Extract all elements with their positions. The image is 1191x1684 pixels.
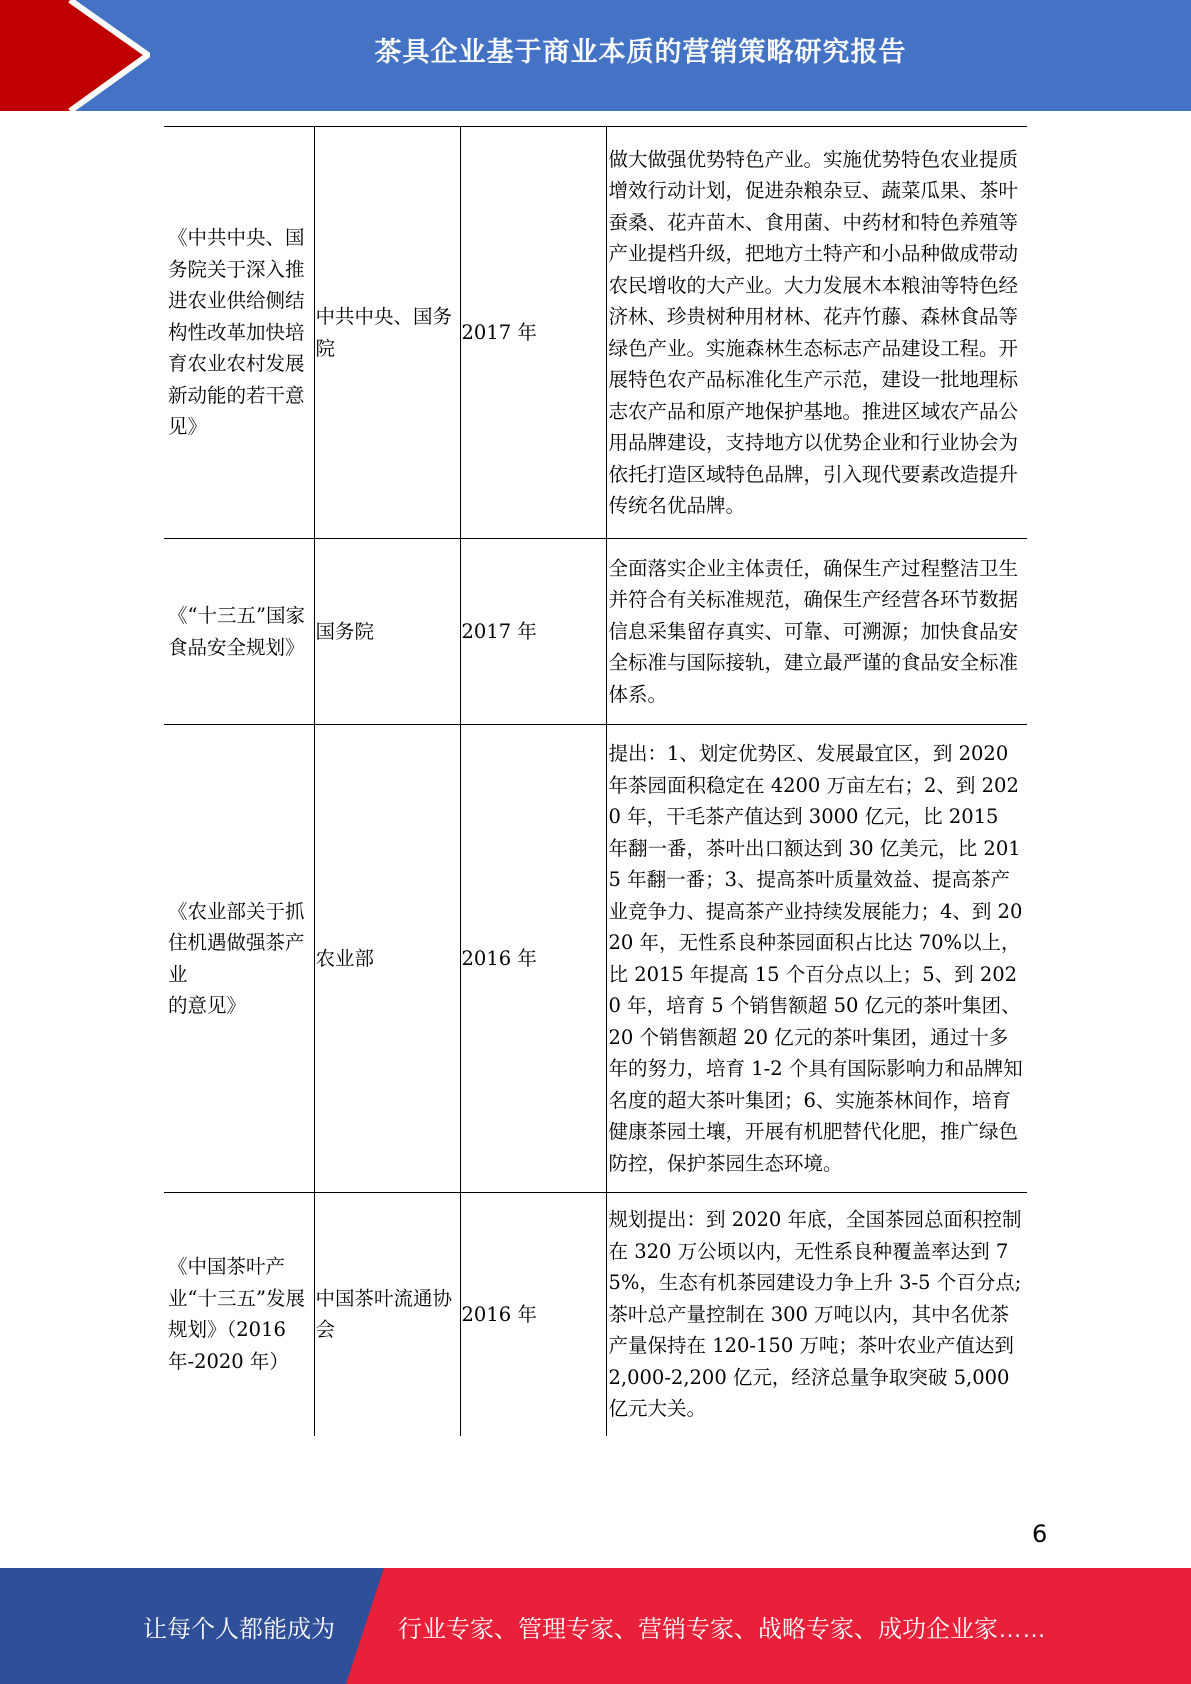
document-cell: 《“十三五”国家食品安全规划》 xyxy=(164,539,314,725)
content-cell: 提出：1、划定优势区、发展最宜区，到 2020 年茶园面积稳定在 4200 万亩左右；2、到 2020 年，干毛茶产值达到 3000 亿元，比 2015 年翻一番，茶叶出口额达到 30 亿美元，比 2015 年翻一番；3、提高茶叶质量效益、提高茶产业竞争力、提高茶产业持续发展能力；4、到 2020 年，无性系良种茶园面积占比达 70%以上，比 2015 年提高 15 个百分点以上；5、到 2020 年，培育 5 个销售额超 50 亿元的茶叶集团、20 个销售额超 20 亿元的茶叶集团，通过十多年的努力，培育 1-2 个具有国际影响力和品牌知名度的超大茶叶集团；6、实施茶林间作，培育健康茶园土壤，开展有机肥替代化肥，推广绿色防控，保护茶园生态环境。 xyxy=(606,725,1027,1193)
content-cell: 全面落实企业主体责任，确保生产过程整洁卫生并符合有关标准规范，确保生产经营各环节数据信息采集留存真实、可靠、可溯源；加快食品安全标准与国际接轨，建立最严谨的食品安全标准体系。 xyxy=(606,539,1027,725)
footer-slogan-right: 行业专家、管理专家、营销专家、战略专家、成功企业家…… xyxy=(398,1616,1046,1643)
header-chevron-graphic xyxy=(0,0,150,111)
year-cell: 2016 年 xyxy=(460,1193,606,1436)
footer-slogan-left: 让每个人都能成为 xyxy=(143,1616,335,1643)
table-row xyxy=(164,725,1027,1193)
table-row xyxy=(164,539,1027,725)
issuer-cell: 中共中央、国务院 xyxy=(314,127,460,539)
issuer-cell: 农业部 xyxy=(314,725,460,1193)
year-cell: 2017 年 xyxy=(460,127,606,539)
content-cell: 做大做强优势特色产业。实施优势特色农业提质增效行动计划，促进杂粮杂豆、蔬菜瓜果、茶叶蚕桑、花卉苗木、食用菌、中药材和特色养殖等产业提档升级，把地方土特产和小品种做成带动农民增收的大产业。大力发展木本粮油等特色经济林、珍贵树种用材林、花卉竹藤、森林食品等绿色产业。实施森林生态标志产品建设工程。开展特色农产品标准化生产示范，建设一批地理标志农产品和原产地保护基地。推进区域农产品公用品牌建设，支持地方以优势企业和行业协会为依托打造区域特色品牌，引入现代要素改造提升传统名优品牌。 xyxy=(606,127,1027,539)
page-number: 6 xyxy=(1032,1520,1048,1548)
document-cell: 《中国茶叶产业“十三五”发展规划》（2016 年-2020 年） xyxy=(164,1193,314,1436)
policy-table xyxy=(164,126,1027,1436)
year-cell: 2016 年 xyxy=(460,725,606,1193)
table-row xyxy=(164,127,1027,539)
document-cell: 《农业部关于抓住机遇做强茶产业 的意见》 xyxy=(164,725,314,1193)
report-title: 茶具企业基于商业本质的营销策略研究报告 xyxy=(374,37,907,68)
table-row xyxy=(164,1193,1027,1436)
issuer-cell: 国务院 xyxy=(314,539,460,725)
issuer-cell: 中国茶叶流通协会 xyxy=(314,1193,460,1436)
document-cell: 《中共中央、国务院关于深入推进农业供给侧结构性改革加快培育农业农村发展新动能的若干意见》 xyxy=(164,127,314,539)
page-footer xyxy=(0,1568,1191,1684)
year-cell: 2017 年 xyxy=(460,539,606,725)
content-cell: 规划提出：到 2020 年底，全国茶园总面积控制在 320 万公顷以内，无性系良种覆盖率达到 75%，生态有机茶园建设力争上升 3-5 个百分点;茶叶总产量控制在 300 万吨以内，其中名优茶产量保持在 120-150 万吨；茶叶农业产值达到 2,000-2,200 亿元，经济总量争取突破 5,000 亿元大关。 xyxy=(606,1193,1027,1436)
page-header xyxy=(0,0,1191,111)
